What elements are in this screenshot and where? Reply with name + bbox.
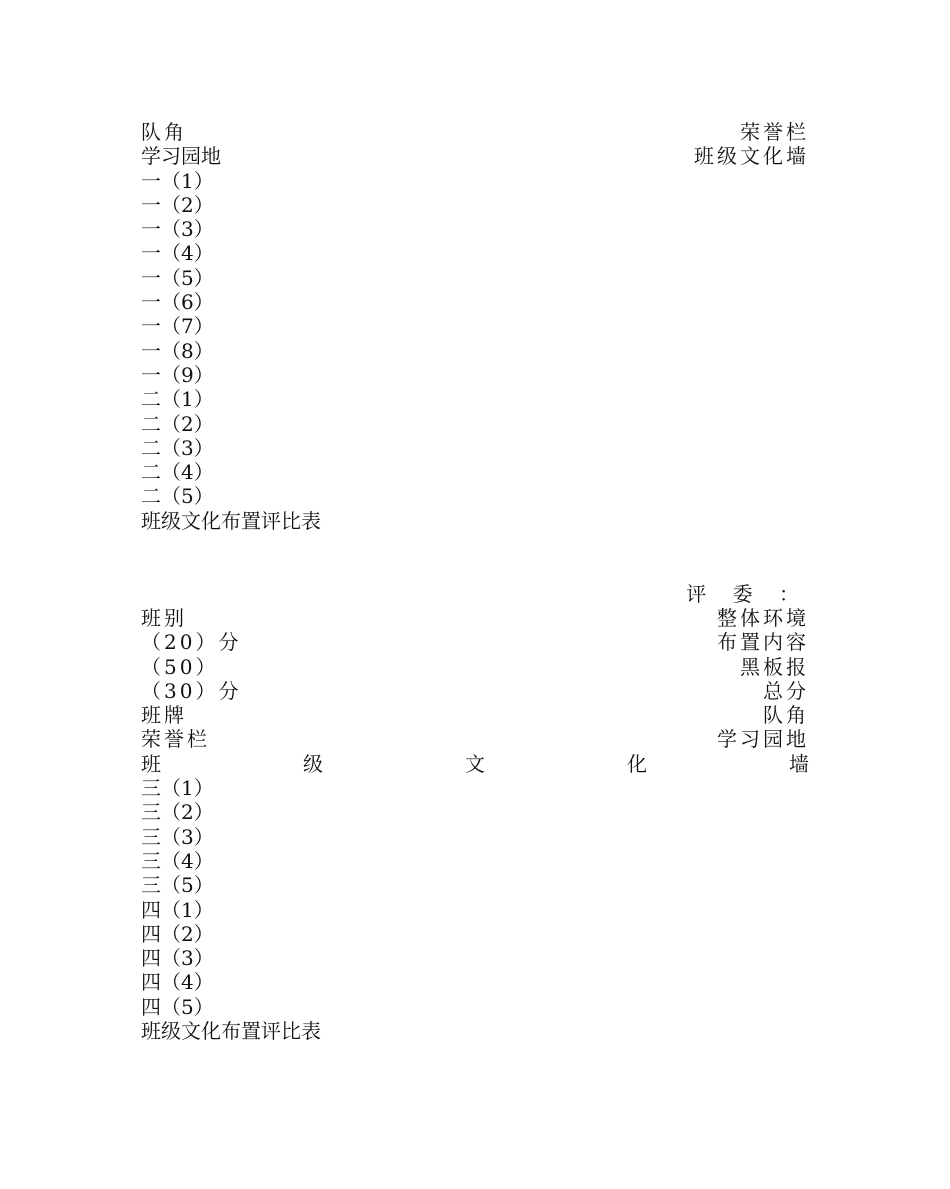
class-row: 三（5）: [141, 873, 214, 898]
class-row: 四（5）: [141, 994, 214, 1019]
header2-right-5: 队角: [763, 703, 809, 728]
header2-row-4: [141, 679, 809, 703]
class-row: 三（3）: [141, 824, 214, 849]
class-row: 三（1）: [141, 776, 214, 801]
header2-right-6: 学习园地: [717, 727, 809, 752]
judge-text: 评 委 ：: [686, 581, 809, 606]
judge-label: [141, 582, 809, 606]
header-row-1: [141, 120, 809, 144]
class-row: 一（2）: [141, 192, 214, 217]
class-row: 二（3）: [141, 435, 214, 460]
header2-left-1: 班别: [141, 605, 187, 630]
header2-row-6: [141, 727, 809, 751]
class-row: 四（1）: [141, 897, 214, 922]
header2-left-4: （30）分: [141, 678, 242, 703]
spread-char: 班: [141, 751, 161, 776]
class-row: 四（3）: [141, 946, 214, 971]
header2-left-3: （50）: [141, 654, 219, 679]
class-row: 一（6）: [141, 290, 214, 315]
class-row: 一（3）: [141, 217, 214, 242]
class-row: 一（7）: [141, 314, 214, 339]
class-row: 二（2）: [141, 411, 214, 436]
header2-row-3: [141, 655, 809, 679]
spread-char: 文: [465, 751, 485, 776]
header2-right-1: 整体环境: [717, 605, 809, 630]
class-row: 一（1）: [141, 168, 214, 193]
header2-right-2: 布置内容: [717, 630, 809, 655]
header-row-2: [141, 144, 809, 168]
class-row: 四（4）: [141, 970, 214, 995]
spread-char: 墙: [789, 751, 809, 776]
spread-char: 化: [627, 751, 647, 776]
header-right-1: 荣誉栏: [740, 120, 809, 144]
class-row: 二（1）: [141, 387, 214, 412]
spread-heading: [141, 752, 809, 776]
header2-row-1: [141, 606, 809, 630]
class-row: 一（5）: [141, 265, 214, 290]
header-right-2: 班级文化墙: [694, 144, 809, 169]
class-row: 二（4）: [141, 460, 214, 485]
class-row: 一（8）: [141, 338, 214, 363]
header-left-1: 队角: [141, 120, 187, 144]
class-row: 四（2）: [141, 921, 214, 946]
document-page: [141, 120, 809, 1043]
table-caption: 班级文化布置评比表: [141, 1018, 321, 1043]
header-left-2: 学习园地: [141, 144, 221, 169]
class-row: 一（4）: [141, 241, 214, 266]
section-spacer: [141, 533, 809, 582]
header2-row-5: [141, 703, 809, 727]
header2-row-2: [141, 630, 809, 654]
header2-left-5: 班牌: [141, 703, 187, 728]
class-row: 一（9）: [141, 362, 214, 387]
header2-left-2: （20）分: [141, 630, 242, 655]
header2-right-3: 黑板报: [740, 654, 809, 679]
header2-left-6: 荣誉栏: [141, 727, 210, 752]
class-row: 二（5）: [141, 484, 214, 509]
class-row: 三（2）: [141, 800, 214, 825]
class-row: 三（4）: [141, 848, 214, 873]
table-caption: 班级文化布置评比表: [141, 508, 321, 533]
header2-right-4: 总分: [763, 678, 809, 703]
spread-char: 级: [303, 751, 323, 776]
